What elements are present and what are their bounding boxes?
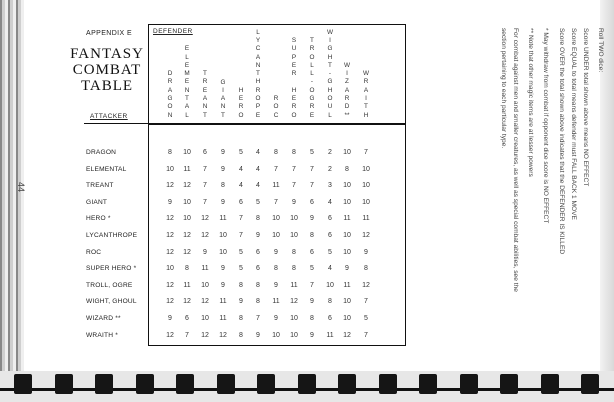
binding-ring <box>136 374 154 394</box>
table-cell: 8 <box>310 232 314 239</box>
defender-column-1: D R A G O N <box>167 70 173 119</box>
table-cell: 12 <box>166 182 174 190</box>
table-cell: 4 <box>256 182 260 190</box>
title-line-1: FANTASY <box>70 46 144 62</box>
table-cell: 12 <box>183 232 191 239</box>
table-cell: 9 <box>221 281 225 289</box>
table-cell: 7 <box>364 331 368 339</box>
defender-column-4: G I A N T <box>220 78 226 119</box>
table-cell: 7 <box>310 165 314 173</box>
table-cell: 12 <box>166 331 174 339</box>
defender-heading: DEFENDER <box>153 28 193 35</box>
table-cell: 10 <box>343 248 351 256</box>
attacker-row-label: WIGHT, GHOUL <box>86 298 137 306</box>
table-cell: 5 <box>256 198 260 206</box>
rule-note-2: section pertaining to each particular type. <box>499 28 507 149</box>
table-cell: 10 <box>290 232 298 239</box>
header-divider <box>148 123 406 125</box>
table-cell: 6 <box>203 149 207 156</box>
table-cell: 10 <box>166 265 174 273</box>
table-cell: 7 <box>274 165 278 173</box>
table-cell: 8 <box>239 331 243 339</box>
table-cell: 6 <box>328 315 332 322</box>
table-cell: 10 <box>290 215 298 223</box>
table-cell: 9 <box>221 198 225 206</box>
table-cell: 12 <box>290 298 298 306</box>
table-cell: 11 <box>219 315 227 322</box>
table-cell: 9 <box>310 215 314 223</box>
table-cell: 11 <box>183 281 191 289</box>
table-cell: 8 <box>221 182 225 190</box>
table-cell: 10 <box>166 165 174 173</box>
table-cell: 12 <box>201 331 209 339</box>
binding-ring <box>217 374 235 394</box>
table-cell: 7 <box>310 182 314 190</box>
table-cell: 11 <box>183 165 191 173</box>
table-cell: 10 <box>362 165 370 173</box>
table-cell: 8 <box>168 149 172 156</box>
table-cell: 10 <box>272 331 280 339</box>
attacker-row-label: ROC <box>86 248 102 256</box>
table-cell: 9 <box>256 331 260 339</box>
attacker-row-label: WIZARD ** <box>86 315 121 322</box>
table-cell: 12 <box>166 215 174 223</box>
table-cell: 9 <box>345 265 349 273</box>
table-cell: 10 <box>343 149 351 156</box>
table-cell: 2 <box>328 149 332 156</box>
table-cell: 9 <box>364 248 368 256</box>
table-cell: 8 <box>274 265 278 273</box>
table-cell: 11 <box>219 298 227 306</box>
table-cell: 4 <box>239 182 243 190</box>
table-cell: 9 <box>168 198 172 206</box>
binding-ring <box>257 374 275 394</box>
defender-column-7: R O C <box>273 95 279 119</box>
table-cell: 7 <box>185 331 189 339</box>
table-cell: 10 <box>183 215 191 223</box>
table-cell: 10 <box>219 248 227 256</box>
table-cell: 8 <box>256 215 260 223</box>
table-cell: 8 <box>364 265 368 273</box>
table-cell: 8 <box>310 315 314 322</box>
table-cell: 12 <box>362 281 370 289</box>
title-line-2: COMBAT <box>72 62 142 78</box>
table-cell: 6 <box>256 248 260 256</box>
table-cell: 6 <box>310 248 314 256</box>
attacker-divider <box>84 123 148 124</box>
binding-ring <box>419 374 437 394</box>
table-cell: 9 <box>292 198 296 206</box>
attacker-heading: ATTACKER <box>90 113 128 120</box>
attacker-row-label: HERO * <box>86 215 111 223</box>
table-cell: 11 <box>343 281 351 289</box>
table-cell: 10 <box>183 149 191 156</box>
table-cell: 12 <box>166 248 174 256</box>
table-cell: 4 <box>239 165 243 173</box>
table-cell: 10 <box>343 315 351 322</box>
table-cell: 10 <box>343 232 351 239</box>
table-cell: 9 <box>274 281 278 289</box>
combat-rules-text <box>425 28 605 368</box>
table-cell: 9 <box>310 298 314 306</box>
table-cell: 9 <box>221 265 225 273</box>
table-cell: 7 <box>364 298 368 306</box>
attacker-row-label: SUPER HERO * <box>86 265 137 273</box>
table-cell: 7 <box>203 198 207 206</box>
rule-footnote-2: ** Note that other magic items are at lesser powers <box>526 28 534 177</box>
table-cell: 12 <box>166 298 174 306</box>
table-cell: 9 <box>168 315 172 322</box>
table-cell: 8 <box>345 165 349 173</box>
table-cell: 12 <box>219 331 227 339</box>
table-cell: 10 <box>362 182 370 190</box>
table-cell: 2 <box>328 165 332 173</box>
binding-ring <box>55 374 73 394</box>
table-title <box>66 46 148 94</box>
table-cell: 3 <box>328 182 332 190</box>
table-cell: 7 <box>239 232 243 239</box>
table-cell: 11 <box>272 182 280 190</box>
table-cell: 10 <box>201 281 209 289</box>
table-cell: 5 <box>310 265 314 273</box>
table-cell: 10 <box>326 281 334 289</box>
table-cell: 8 <box>292 265 296 273</box>
binding-ring <box>460 374 478 394</box>
appendix-label: APPENDIX E <box>86 30 133 37</box>
table-cell: 5 <box>328 248 332 256</box>
table-cell: 12 <box>201 215 209 223</box>
table-cell: 5 <box>310 149 314 156</box>
defender-column-3: T R E A N T <box>202 70 208 119</box>
page-number: 44 <box>16 181 27 193</box>
table-cell: 8 <box>256 298 260 306</box>
table-cell: 12 <box>166 232 174 239</box>
attacker-row-label: TREANT <box>86 182 114 190</box>
table-cell: 7 <box>274 198 278 206</box>
defender-column-5: H E R O <box>238 86 244 119</box>
table-cell: 5 <box>239 248 243 256</box>
table-cell: 6 <box>310 198 314 206</box>
defender-column-11: W I Z A R D ** <box>343 61 351 119</box>
table-cell: 12 <box>201 232 209 239</box>
table-cell: 10 <box>183 198 191 206</box>
table-cell: 12 <box>343 331 351 339</box>
table-cell: 7 <box>203 182 207 190</box>
table-cell: 4 <box>328 198 332 206</box>
rule-footnote-1: * May withdraw from combat if opponent dice score is NO EFFECT <box>542 28 550 224</box>
binding-ring <box>95 374 113 394</box>
table-cell: 10 <box>290 315 298 322</box>
binding-ring <box>176 374 194 394</box>
defender-column-6: L Y C A N T H R O P E <box>255 28 261 119</box>
table-cell: 10 <box>272 215 280 223</box>
table-cell: 8 <box>239 315 243 322</box>
table-cell: 9 <box>274 248 278 256</box>
table-cell: 7 <box>203 165 207 173</box>
table-cell: 6 <box>239 198 243 206</box>
binding-ring <box>14 374 32 394</box>
attacker-row-label: GIANT <box>86 198 108 206</box>
title-line-3: TABLE <box>80 78 134 94</box>
rule-roll: Roll TWO dice: <box>597 28 604 73</box>
table-cell: 5 <box>239 265 243 273</box>
table-cell: 10 <box>343 182 351 190</box>
table-cell: 9 <box>221 149 225 156</box>
table-cell: 5 <box>364 315 368 322</box>
table-cell: 12 <box>362 232 370 239</box>
attacker-row-label: DRAGON <box>86 149 117 156</box>
table-cell: 9 <box>221 165 225 173</box>
table-cell: 8 <box>328 298 332 306</box>
table-cell: 10 <box>219 232 227 239</box>
defender-column-12: W R A I T H <box>362 70 370 119</box>
table-cell: 10 <box>343 298 351 306</box>
table-cell: 6 <box>328 215 332 223</box>
table-cell: 7 <box>239 215 243 223</box>
defender-column-10: W I G H T - G H O U L <box>326 28 334 119</box>
table-cell: 6 <box>256 265 260 273</box>
table-cell: 9 <box>239 298 243 306</box>
table-cell: 9 <box>256 232 260 239</box>
table-cell: 8 <box>274 149 278 156</box>
binding-ring <box>541 374 559 394</box>
table-cell: 4 <box>256 149 260 156</box>
table-cell: 10 <box>343 198 351 206</box>
table-cell: 10 <box>290 331 298 339</box>
table-cell: 11 <box>343 215 351 223</box>
table-cell: 8 <box>185 265 189 273</box>
binding-ring <box>500 374 518 394</box>
attacker-row-label: ELEMENTAL <box>86 165 127 173</box>
table-cell: 11 <box>219 215 227 223</box>
table-cell: 12 <box>183 182 191 190</box>
rule-note-1: For combat against men and smaller creatures, as well as special combat abilities, see the <box>511 28 519 292</box>
table-cell: 11 <box>362 215 370 223</box>
table-cell: 9 <box>203 248 207 256</box>
binding-ring <box>379 374 397 394</box>
page-stack-edge <box>0 0 27 402</box>
table-cell: 4 <box>328 265 332 273</box>
table-cell: 7 <box>310 281 314 289</box>
table-cell: 4 <box>256 165 260 173</box>
attacker-row-label: TROLL, OGRE <box>86 281 133 289</box>
table-cell: 11 <box>272 298 280 306</box>
table-cell: 8 <box>292 149 296 156</box>
table-cell: 7 <box>292 182 296 190</box>
table-cell: 5 <box>239 149 243 156</box>
table-cell: 10 <box>201 315 209 322</box>
table-cell: 9 <box>274 315 278 322</box>
table-cell: 7 <box>256 315 260 322</box>
table-cell: 11 <box>290 281 298 289</box>
table-cell: 6 <box>328 232 332 239</box>
table-cell: 8 <box>292 248 296 256</box>
defender-column-2: E L E M E N T A L <box>184 45 190 119</box>
binding-ring <box>581 374 599 394</box>
table-cell: 6 <box>185 315 189 322</box>
table-cell: 12 <box>183 298 191 306</box>
table-cell: 12 <box>201 298 209 306</box>
binding-ring <box>338 374 356 394</box>
table-cell: 10 <box>272 232 280 239</box>
defender-column-8: S U P E R H E R O <box>291 37 297 119</box>
table-cell: 12 <box>166 281 174 289</box>
table-cell: 11 <box>201 265 209 273</box>
attacker-row-label: LYCANTHROPE <box>86 232 138 239</box>
rule-equal: Score EQUAL to total means defender must FALL BACK 1 MOVE <box>569 28 577 220</box>
attacker-row-label: WRAITH * <box>86 331 119 339</box>
binding-ring <box>298 374 316 394</box>
table-cell: 12 <box>183 248 191 256</box>
rule-over: Score OVER the total shown above indicates that the DEFENDER IS KILLED <box>557 28 565 255</box>
table-cell: 7 <box>292 165 296 173</box>
table-cell: 10 <box>362 198 370 206</box>
table-cell: 8 <box>256 281 260 289</box>
defender-column-9: T R O L L - O G R E <box>309 37 315 119</box>
table-cell: 9 <box>310 331 314 339</box>
table-cell: 8 <box>239 281 243 289</box>
rule-under: Score UNDER total shown above means NO EFFECT <box>581 28 589 187</box>
table-cell: 7 <box>364 149 368 156</box>
table-cell: 11 <box>326 331 334 339</box>
